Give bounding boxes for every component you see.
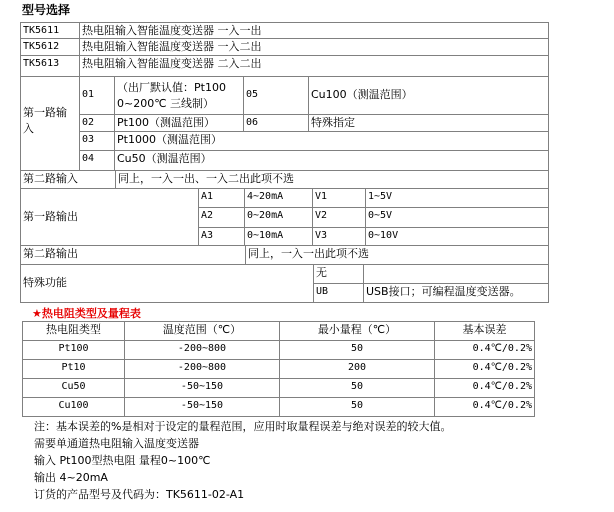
range-header: 热电阻类型: [22, 321, 125, 341]
note-line: 需要单通道热电阻输入温度变送器: [34, 437, 199, 450]
input1-code: 06: [243, 114, 309, 132]
model-code: TK5613: [20, 55, 80, 77]
model-desc: 热电阻输入智能温度变送器 一入二出: [79, 38, 549, 56]
output2-text: 同上，一入一出此项不选: [245, 245, 549, 265]
output1-value: 4~20mA: [244, 188, 313, 208]
output1-value: 0~5V: [365, 207, 549, 228]
input1-option: Pt1000（测温范围）: [114, 131, 549, 151]
range-cell: Cu100: [22, 397, 125, 417]
input1-code: 05: [243, 76, 309, 115]
input1-code: 02: [79, 114, 115, 132]
input1-option: [114, 76, 244, 115]
output1-code: A1: [198, 188, 245, 208]
output1-value: 1~5V: [365, 188, 549, 208]
output2-label: 第二路输出: [20, 245, 246, 265]
range-section-title-text: 热电阻类型及量程表: [41, 307, 141, 320]
special-text: [363, 264, 549, 284]
input1-code: 04: [79, 150, 115, 171]
input2-label: 第二路输入: [20, 170, 116, 189]
range-cell: -50~150: [124, 397, 280, 417]
model-desc: 热电阻输入智能温度变送器 二入二出: [79, 55, 549, 77]
input1-option: 特殊指定: [308, 114, 549, 132]
range-cell: 50: [279, 378, 435, 398]
input2-text: 同上，一入一出、一入二出此项不选: [115, 170, 549, 189]
output1-code: A2: [198, 207, 245, 228]
output1-code: V3: [312, 227, 366, 246]
range-header: 基本误差: [434, 321, 535, 341]
output1-label: 第一路输出: [20, 188, 199, 246]
output1-code: V2: [312, 207, 366, 228]
range-cell: Pt100: [22, 340, 125, 360]
input1-option: Pt100（测温范围）: [114, 114, 244, 132]
range-cell: 0.4℃/0.2%: [434, 359, 535, 379]
special-label: 特殊功能: [20, 264, 314, 303]
range-cell: Cu50: [22, 378, 125, 398]
model-desc: 热电阻输入智能温度变送器 一入一出: [79, 22, 549, 39]
range-cell: -200~800: [124, 359, 280, 379]
range-cell: 50: [279, 397, 435, 417]
output1-value: 0~20mA: [244, 207, 313, 228]
range-cell: 0.4℃/0.2%: [434, 340, 535, 360]
model-code: TK5612: [20, 38, 80, 56]
range-cell: 50: [279, 340, 435, 360]
range-cell: 200: [279, 359, 435, 379]
model-code: TK5611: [20, 22, 80, 39]
note-line: 订货的产品型号及代码为：TK5611-02-A1: [34, 488, 245, 501]
output1-value: 0~10mA: [244, 227, 313, 246]
range-cell: -50~150: [124, 378, 280, 398]
range-cell: 0.4℃/0.2%: [434, 378, 535, 398]
output1-code: V1: [312, 188, 366, 208]
note-line: 输入 Pt100型热电阻 量程0~100℃: [34, 454, 211, 467]
special-text: USB接口；可编程温度变送器。: [363, 283, 549, 303]
range-cell: -200~800: [124, 340, 280, 360]
special-code: 无: [313, 264, 364, 284]
output1-value: 0~10V: [365, 227, 549, 246]
output1-code: A3: [198, 227, 245, 246]
page-title: 型号选择: [22, 3, 71, 17]
input1-option-line: 0~200℃ 三线制）: [117, 97, 215, 110]
input1-option-line: （出厂默认值：Pt100: [117, 81, 226, 94]
note-line: 输出 4~20mA: [34, 471, 108, 484]
special-code: UB: [313, 283, 364, 303]
range-cell: Pt10: [22, 359, 125, 379]
input1-code: 01: [79, 76, 115, 115]
input1-option: Cu50（测温范围）: [114, 150, 549, 171]
range-cell: 0.4℃/0.2%: [434, 397, 535, 417]
range-header: 温度范围（℃）: [124, 321, 280, 341]
star-icon: ★: [32, 307, 42, 320]
note-line: 注：基本误差的%是相对于设定的量程范围，应用时取量程误差与绝对误差的较大值。: [34, 420, 452, 433]
input1-label: 第一路输入: [20, 76, 80, 171]
range-section-title: [32, 305, 141, 321]
range-header: 最小量程（℃）: [279, 321, 435, 341]
input1-code: 03: [79, 131, 115, 151]
input1-option: Cu100（测温范围）: [308, 76, 549, 115]
